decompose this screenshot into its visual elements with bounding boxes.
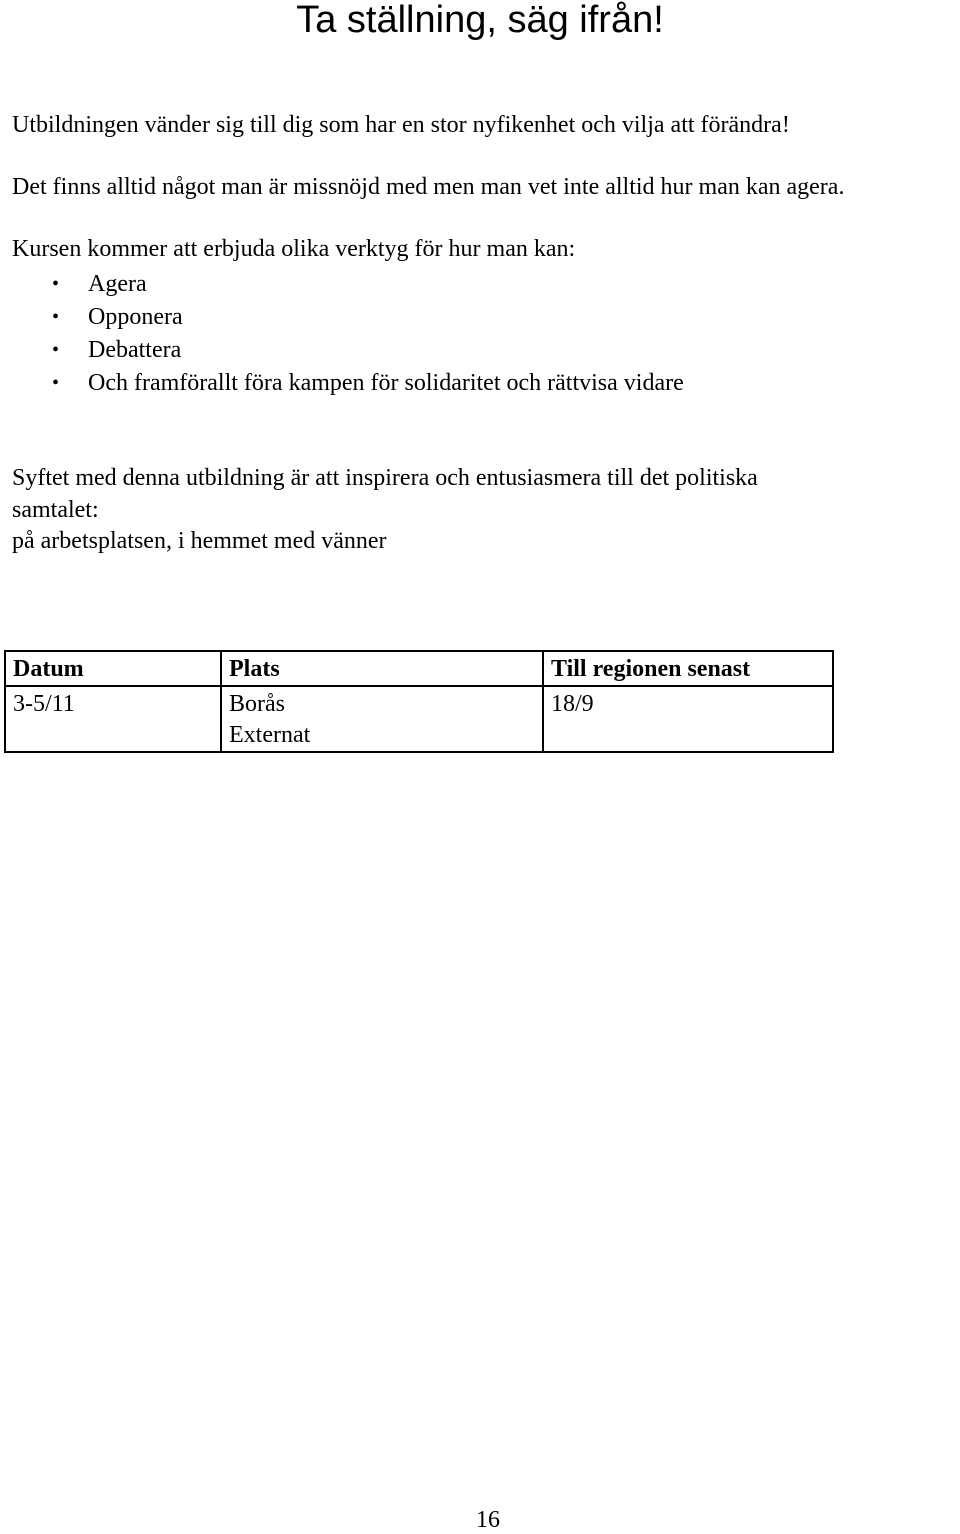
page-number: 16 xyxy=(476,1507,500,1533)
tools-paragraph: Kursen kommer att erbjuda olika verktyg för hur man kan: xyxy=(12,236,576,262)
purpose-line: på arbetsplatsen, i hemmet med vänner xyxy=(12,528,387,554)
purpose-line: samtalet: xyxy=(12,496,99,523)
dissatisfaction-paragraph: Det finns alltid något man är missnöjd med men man vet inte alltid hur man kan agera. xyxy=(12,174,845,200)
list-item: • Agera xyxy=(0,268,684,301)
intro-paragraph: Utbildningen vänder sig till dig som har en stor nyfikenhet och vilja att förändra! xyxy=(12,112,790,138)
cell-senast: 18/9 xyxy=(543,686,833,752)
course-info-table xyxy=(4,650,834,753)
header-plats: Plats xyxy=(221,651,543,686)
bullet-icon: • xyxy=(52,372,60,394)
plats-city: Borås xyxy=(229,691,285,717)
cell-datum: 3-5/11 xyxy=(5,686,221,752)
header-datum: Datum xyxy=(5,651,221,686)
list-item: • Opponera xyxy=(0,301,684,334)
header-till-regionen-senast: Till regionen senast xyxy=(543,651,833,686)
table-header-row xyxy=(5,651,833,686)
table-row xyxy=(5,686,833,752)
page-title: Ta ställning, säg ifrån! xyxy=(296,0,664,41)
list-item: • Och framförallt föra kampen för solidaritet och rättvisa vidare xyxy=(0,367,684,400)
cell-plats xyxy=(221,686,543,752)
purpose-line: Syftet med denna utbildning är att inspirera och entusiasmera till det politiska xyxy=(12,465,758,491)
plats-type: Externat xyxy=(229,722,311,748)
tools-list xyxy=(0,268,684,400)
bullet-icon: • xyxy=(52,273,60,295)
bullet-icon: • xyxy=(52,339,60,361)
purpose-paragraph xyxy=(12,463,912,558)
list-item: • Debattera xyxy=(0,334,684,367)
bullet-icon: • xyxy=(52,306,60,328)
